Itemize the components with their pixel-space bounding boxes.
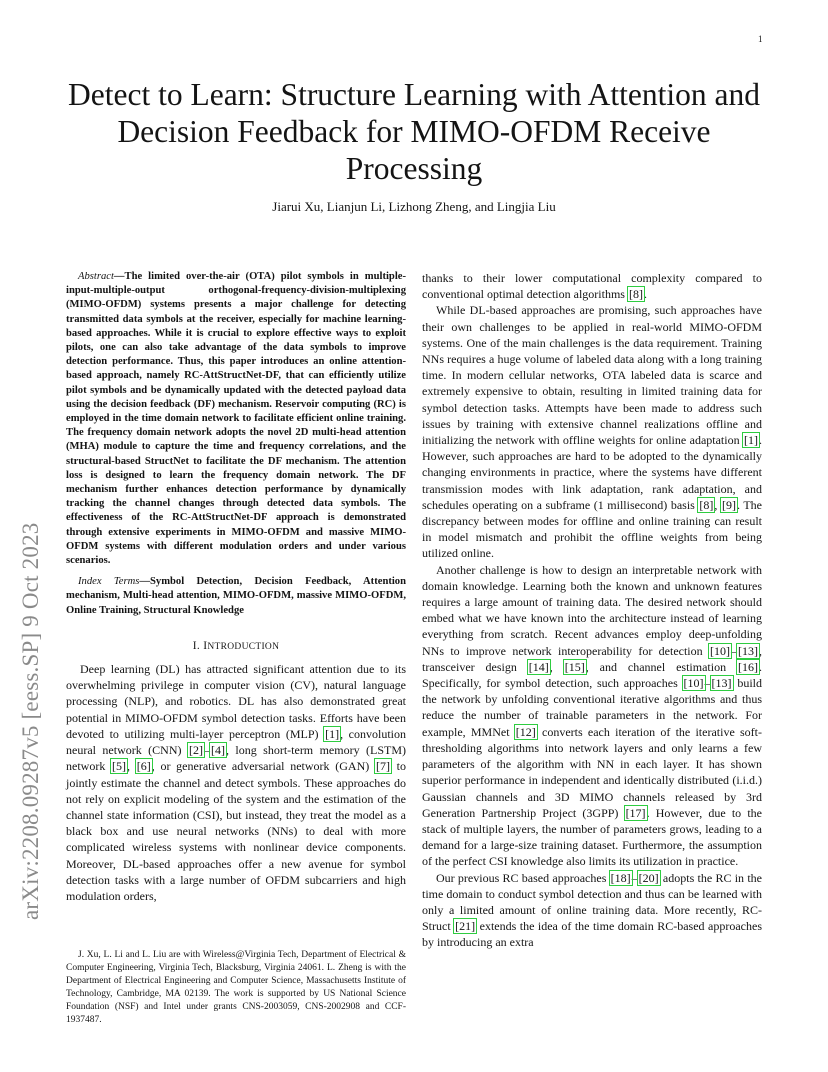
index-terms <box>66 575 406 618</box>
intro-paragraph-3: While DL-based approaches are promising, such approaches have their own challenges to be applied in real-world MIMO-OFDM systems. One of the main challenges is the data requirement. Training NNs requires a huge volume of labeled data along with a long training time. In modern cellular networks, OTA labeled data is scarce and extremely expensive to obtain, resulting in limited training data for symbol detection tasks. Attempts have been made to address such issues by training with extensive channel realizations offline and initializing the network with offline weights for online adaptation [1]. However, such approaches are hard to be adopted to the dynamically changing environments in practice, where the systems have different transmission modes with link adaptation, rank adaptation, and schedules operating on a subframe (1 millisecond) basis [8], [9]. The discrepancy between modes for offline and online training can result in model mismatch and prohibit the offline weights from being utilized online. <box>422 303 762 561</box>
citation-link[interactable]: [20] <box>638 870 659 885</box>
page-number: 1 <box>758 34 763 44</box>
affiliation-footnote: J. Xu, L. Li and L. Liu are with Wireless@Virginia Tech, Department of Electrical & Computer Engineering, Virginia Tech, Blacksburg, Virginia 24061. L. Zheng is with the Department of Electrical Engineering and Computer Science, Massachusetts Institute of Technology, Cambridge, MA 02139. The work is supported by US National Science Foundation (NSF) and Intel under grants CNS-2003059, CNS-2002908 and CCF-1937487. <box>66 949 406 1025</box>
paper-title: Detect to Learn: Structure Learning with Attention and Decision Feedback for MIMO-OFDM Receive Processing <box>68 77 760 186</box>
intro-paragraph-5: Our previous RC based approaches [18]–[20] adopts the RC in the time domain to conduct symbol detection and thus can be learned with only a limited amount of online training data. More recently, RC-Struct [21] extends the idea of the time domain RC-based approaches by introducing an extra <box>422 870 762 950</box>
citation-link[interactable]: [13] <box>738 643 758 658</box>
citation-link[interactable]: [9] <box>721 497 736 512</box>
left-column <box>66 270 406 904</box>
citation-link[interactable]: [4] <box>210 743 225 758</box>
citation-link[interactable]: [17] <box>625 805 646 820</box>
intro-paragraph-1: Deep learning (DL) has attracted significant attention due to its overwhelming privilege in computer vision (CV), natural language processing (NLP), and robotics. DL has also demonstrated great potential in MIMO-OFDM symbol detection tasks. Efforts have been devoted to utilizing multi-layer perceptron (MLP) [1], convolution neural network (CNN) [2]–[4], long short-term memory (LSTM) network [5], [6], or generative adversarial network (GAN) [7] to jointly estimate the channel and detect symbols. These approaches do not rely on explicit modeling of the system and the estimation of the channel state information (CSI), but instead, they treat the model as a black box and use neural networks (NNs) to deal with more complicated wireless systems with nonlinear device components. Moreover, DL-based approaches offer a new avenue for symbol detection tasks with a large number of OFDM subcarriers and high modulation orders, <box>66 662 407 903</box>
citation-link[interactable]: [18] <box>610 870 631 885</box>
abstract <box>66 270 406 568</box>
citation-link[interactable]: [6] <box>136 759 151 774</box>
right-column <box>422 270 762 951</box>
author-list: Jiarui Xu, Lianjun Li, Lizhong Zheng, and Lingjia Liu <box>272 199 556 214</box>
citation-link[interactable]: [10] <box>683 676 704 691</box>
citation-link[interactable]: [10] <box>710 643 730 658</box>
citation-link[interactable]: [14] <box>528 659 549 674</box>
citation-link[interactable]: [13] <box>711 676 732 691</box>
citation-link[interactable]: [16] <box>738 659 759 674</box>
intro-paragraph-4: Another challenge is how to design an interpretable network with domain knowledge. Learning both the known and unknown features requires a large amount of training data. The desired network should embed what we have known into the architecture instead of learning everything from scratch. Recent advances employ deep-unfolding NNs to improve network interoperability for detection [10]–[13], transceiver design [14], [15], and channel estimation [16]. Specifically, for symbol detection, such approaches [10]–[13] build the network by unfolding conventional iterative algorithms and thus reduce the number of trainable parameters in the network. For example, MMNet [12] converts each iteration of the iterative soft-thresholding algorithms into network layers and only learns a few parameters of the algorithm with NN in each layer. It has shown superior performance in independent and identically distributed (i.i.d.) Gaussian channels and 3D MIMO channels released by 3rd Generation Partnership Project (3GPP) [17]. However, due to the stack of multiple layers, the number of parameters grows, leading to a demand for a large-size training dataset. Furthermore, the assumption of the perfect CSI knowledge also limits its utilization in practice. <box>422 562 763 869</box>
intro-paragraph-2: thanks to their lower computational complexity compared to conventional optimal detection algorithms [8]. <box>422 271 762 302</box>
index-terms-text: —Symbol Detection, Decision Feedback, Attention mechanism, Multi-head attention, MIMO-OFDM, massive MIMO-OFDM, Online Training, Structural Knowledge <box>66 576 406 616</box>
citation-link[interactable]: [5] <box>112 759 127 774</box>
arxiv-stamp: arXiv:2208.09287v5 [eess.SP] 9 Oct 2023 <box>18 522 43 920</box>
citation-link[interactable]: [21] <box>455 919 476 934</box>
abstract-lead: Abstract <box>78 271 114 282</box>
citation-link[interactable]: [1] <box>325 726 340 741</box>
citation-link[interactable]: [2] <box>188 743 203 758</box>
citation-link[interactable]: [1] <box>744 433 758 448</box>
citation-link[interactable]: [15] <box>564 659 585 674</box>
citation-link[interactable]: [8] <box>628 287 643 302</box>
citation-link[interactable]: [12] <box>515 724 536 739</box>
index-terms-lead: Index Terms <box>78 576 140 588</box>
citation-link[interactable]: [8] <box>699 497 714 512</box>
citation-link[interactable]: [7] <box>375 759 390 774</box>
abstract-text: —The limited over-the-air (OTA) pilot symbols in multiple-input-multiple-output orthogonal-frequency-division-multiplexing (MIMO-OFDM) systems presents a major challenge for detecting transmitted data symbols at the receiver, especially for machine learning-based approaches. While it is crucial to explore effective ways to exploit pilots, one can also take advantage of the data symbols to improve detection performance. Thus, this paper introduces an online attention-based approach, namely RC-AttStructNet-DF, that can efficiently utilize pilot symbols and be dynamically updated with the detected payload data using the decision feedback (DF) mechanism. Reservoir computing (RC) is employed in the time domain network to facilitate efficient online training. The frequency domain network adopts the novel 2D multi-head attention (MHA) module to capture the time and frequency correlations, and the structural-based StructNet to facilitate the DF mechanism. The attention loss is designed to learn the frequency domain network. The DF mechanism further enhances detection performance by dynamically tracking the channel changes through detected data symbols. The effectiveness of the RC-AttStructNet-DF approach is demonstrated through extensive experiments in MIMO-OFDM and massive MIMO-OFDM systems with different modulation orders and under various scenarios. <box>66 271 406 567</box>
section-heading-introduction: I. INTRODUCTION <box>192 639 280 652</box>
